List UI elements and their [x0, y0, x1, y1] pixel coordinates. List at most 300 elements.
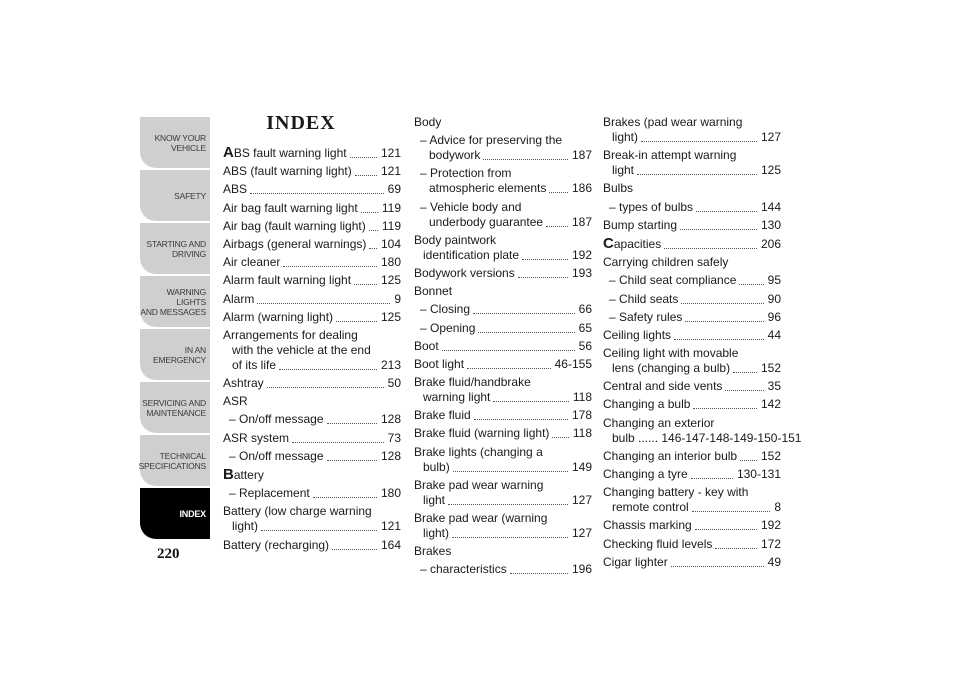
leader-dots: [452, 537, 568, 538]
index-entry: [223, 273, 401, 288]
leader-dots: [681, 303, 763, 304]
entry-text: [223, 486, 401, 501]
index-entry: [223, 486, 401, 501]
entry-text: [603, 518, 781, 533]
entry-text: [223, 292, 401, 307]
entry-label: – Safety rules: [609, 309, 683, 324]
index-column-2: [414, 115, 592, 581]
index-entry: [603, 518, 781, 533]
entry-page-number: 118: [570, 390, 592, 405]
entry-text: [223, 328, 401, 343]
index-entry: [223, 538, 401, 553]
index-entry: [223, 376, 401, 391]
entry-label: – Advice for preserving the: [420, 133, 563, 148]
entry-label: Air bag fault warning light: [223, 200, 358, 215]
leader-dots: [478, 332, 574, 333]
leader-dots: [261, 530, 377, 531]
entry-continuation: light): [232, 519, 259, 534]
entry-label: Brakes (pad wear warning: [603, 115, 743, 129]
entry-label: Central and side vents: [603, 379, 723, 394]
index-entry: [603, 292, 781, 307]
entry-label: Changing an exterior: [603, 415, 715, 430]
index-entry: [603, 449, 781, 464]
index-entry: [414, 321, 592, 336]
leader-dots: [257, 303, 390, 304]
entry-continuation: identification plate: [423, 247, 520, 262]
leader-dots: [518, 277, 568, 278]
entry-label: – On/off message: [229, 412, 324, 427]
index-entry: [223, 164, 401, 179]
index-entry: [603, 236, 781, 252]
entry-label: Brake fluid (warning light): [414, 426, 550, 441]
index-entry: [603, 218, 781, 233]
entry-page-number: 180: [378, 486, 401, 501]
entry-continuation: light): [423, 526, 450, 540]
entry-label: – types of bulbs: [609, 199, 694, 214]
entry-text: [414, 511, 592, 526]
entry-text: [603, 416, 781, 431]
entry-page-number: 192: [569, 248, 592, 263]
entry-text: [603, 292, 781, 307]
entry-text: [603, 218, 781, 233]
entry-page-number: 127: [758, 130, 781, 145]
entry-page-number: 8: [771, 500, 781, 515]
entry-label: – On/off message: [229, 448, 324, 463]
index-entry: [223, 145, 401, 161]
section-letter: B: [223, 466, 234, 483]
leader-dots: [355, 175, 377, 176]
index-column-1: [223, 145, 401, 556]
entry-page-number: 192: [758, 518, 781, 533]
entry-text: [414, 284, 592, 299]
entry-text: [414, 266, 592, 281]
entry-page-number: 121: [378, 519, 401, 534]
entry-label: – Child seat compliance: [609, 273, 737, 288]
entry-label: Arrangements for dealing: [223, 327, 358, 342]
index-entry: [414, 511, 592, 541]
entry-label: Carrying children safely: [603, 255, 729, 270]
entry-text: [223, 449, 401, 464]
entry-label: Changing a tyre: [603, 467, 688, 481]
index-entry: [414, 562, 592, 577]
index-entry: [414, 284, 592, 299]
entry-page-number: 125: [378, 273, 401, 288]
index-entry: [414, 200, 592, 230]
leader-dots: [327, 460, 377, 461]
leader-dots: [483, 159, 568, 160]
entry-page-number: 172: [758, 537, 781, 552]
entry-label: Checking fluid levels: [603, 536, 713, 551]
entry-continuation: bodywork: [429, 148, 481, 163]
tab-warning-lights-and-messages[interactable]: WARNING LIGHTS AND MESSAGES: [140, 276, 210, 327]
entry-label: Changing an interior bulb: [603, 448, 738, 463]
entry-text: [603, 397, 781, 412]
entry-label: Boot: [414, 338, 439, 353]
entry-text: [223, 376, 401, 391]
leader-dots: [552, 437, 568, 438]
entry-label: Brake fluid: [414, 408, 471, 423]
entry-label: BS fault warning light: [233, 146, 347, 160]
entry-text: [414, 200, 592, 215]
entry-text: [223, 467, 401, 483]
entry-text: [603, 485, 781, 500]
entry-label: Bump starting: [603, 217, 678, 232]
entry-page-number: 164: [378, 538, 401, 553]
entry-text: [414, 375, 592, 390]
entry-text: [414, 339, 592, 354]
entry-text: [414, 321, 592, 336]
entry-page-number: 144: [758, 200, 781, 215]
entry-label: – Vehicle body and: [420, 199, 522, 214]
entry-continuation: bulb ...... 146-147-148-149-150-151: [612, 430, 802, 445]
entry-continuation: lens (changing a bulb): [612, 361, 731, 376]
leader-dots: [680, 229, 757, 230]
leader-dots: [473, 313, 575, 314]
entry-label: Bonnet: [414, 284, 453, 299]
leader-dots: [283, 266, 377, 267]
entry-page-number: 121: [378, 146, 401, 161]
entry-label: Airbags (general warnings): [223, 236, 367, 251]
entry-page-number: 127: [569, 493, 592, 508]
leader-dots: [692, 511, 771, 512]
entry-continuation: remote control: [612, 500, 689, 515]
leader-dots: [350, 157, 377, 158]
entry-label: Boot light: [414, 356, 465, 371]
entry-label: Ashtray: [223, 376, 264, 391]
entry-page-number: 50: [385, 376, 401, 391]
index-entry: [414, 544, 592, 559]
entry-label: Alarm: [223, 291, 255, 306]
page-number: 220: [157, 546, 180, 562]
index-entry: [414, 266, 592, 281]
section-tabs: [140, 117, 210, 541]
leader-dots: [693, 408, 757, 409]
leader-dots: [725, 390, 763, 391]
index-entry: [603, 310, 781, 325]
entry-continuation: with the vehicle at the end: [232, 342, 371, 357]
entry-text: [414, 445, 592, 460]
page-title: INDEX: [266, 112, 336, 134]
entry-label: Body: [414, 115, 442, 129]
entry-page-number: 104: [378, 237, 401, 252]
section-letter: C: [603, 234, 614, 252]
entry-label: – characteristics: [420, 562, 507, 577]
entry-text: [603, 273, 781, 288]
entry-label: ABS: [223, 182, 248, 197]
leader-dots: [332, 549, 377, 550]
leader-dots: [354, 284, 377, 285]
entry-text: [414, 133, 592, 148]
index-entry: [414, 375, 592, 405]
index-entry: [603, 415, 802, 446]
entry-page-number: 186: [569, 181, 592, 196]
section-letter: A: [223, 144, 234, 161]
entry-label: Body paintwork: [414, 232, 497, 247]
entry-text: [223, 201, 401, 216]
entry-page-number: 187: [569, 148, 592, 163]
entry-label: Chassis marking: [603, 518, 692, 533]
entry-text: [603, 200, 781, 215]
leader-dots: [549, 192, 568, 193]
entry-page-number: 119: [379, 219, 401, 234]
entry-page-number: 187: [569, 215, 592, 230]
entry-continuation: atmospheric elements: [429, 181, 547, 196]
tab-know-your-vehicle[interactable]: KNOW YOUR VEHICLE: [140, 117, 210, 168]
entry-page-number: 180: [378, 255, 401, 270]
entry-page-number: 152: [758, 449, 781, 464]
index-entry: [414, 426, 592, 441]
leader-dots: [637, 174, 757, 175]
index-entry: [603, 273, 781, 288]
entry-label: Air bag (fault warning light): [223, 218, 366, 233]
entry-page-number: 118: [570, 426, 592, 441]
tab-technical-specifications[interactable]: TECHNICAL SPECIFICATIONS: [140, 435, 210, 486]
entry-text: [223, 219, 401, 234]
entry-label: – Opening: [420, 320, 476, 335]
entry-continuation: light): [612, 130, 639, 144]
leader-dots: [715, 548, 757, 549]
entry-text: [223, 538, 401, 553]
leader-dots: [510, 573, 568, 574]
tab-servicing-and-maintenance[interactable]: SERVICING AND MAINTENANCE: [140, 382, 210, 433]
index-entry: [414, 357, 592, 372]
index-entry: [223, 310, 401, 325]
leader-dots: [361, 212, 378, 213]
index-entry: [603, 181, 781, 196]
leader-dots: [664, 248, 757, 249]
entry-page-number: 206: [758, 237, 781, 252]
entry-page-number: 90: [765, 292, 781, 307]
entry-label: Changing battery - key with: [603, 485, 749, 500]
leader-dots: [691, 478, 733, 479]
entry-page-number: 196: [569, 562, 592, 577]
index-entry: [414, 478, 592, 508]
leader-dots: [369, 230, 378, 231]
index-entry: [414, 408, 592, 423]
index-entry: [414, 445, 592, 475]
index-entry: [603, 397, 781, 412]
index-entry: [414, 133, 592, 163]
entry-text: [603, 328, 781, 343]
entry-label: ASR system: [223, 430, 290, 445]
entry-page-number: 125: [758, 163, 781, 178]
entry-label: – Closing: [420, 302, 471, 317]
entry-text: [223, 504, 401, 519]
index-entry: [223, 467, 401, 483]
index-entry: [603, 537, 781, 552]
leader-dots: [695, 529, 757, 530]
entry-page-number: 35: [765, 379, 781, 394]
entry-page-number: 73: [385, 431, 401, 446]
entry-text: [603, 255, 781, 270]
entry-text: [414, 115, 592, 130]
entry-text: [223, 164, 401, 179]
index-entry: [414, 339, 592, 354]
leader-dots: [696, 211, 757, 212]
leader-dots: [313, 497, 377, 498]
entry-page-number: 96: [765, 310, 781, 325]
entry-text: [223, 182, 401, 197]
entry-page-number: 149: [569, 460, 592, 475]
entry-page-number: 121: [378, 164, 401, 179]
entry-label: – Protection from: [420, 166, 512, 181]
entry-continuation: bulb): [423, 459, 450, 474]
entry-page-number: 152: [758, 361, 781, 376]
leader-dots: [474, 419, 568, 420]
index-entry: [603, 255, 781, 270]
index-entry: [414, 115, 592, 130]
tab-in-an-emergency[interactable]: IN AN EMERGENCY: [140, 329, 210, 380]
index-entry: [223, 394, 401, 409]
index-entry: [223, 237, 401, 252]
leader-dots: [369, 248, 377, 249]
index-entry: [223, 201, 401, 216]
entry-label: apacities: [613, 236, 662, 251]
index-entry: [603, 467, 781, 482]
entry-continuation: warning light: [423, 390, 491, 405]
index-entry: [603, 115, 781, 145]
index-entry: [603, 200, 781, 215]
entry-text: [414, 408, 592, 423]
entry-text: [603, 449, 781, 464]
leader-dots: [740, 460, 757, 461]
entry-label: Cigar lighter: [603, 554, 668, 569]
entry-text: [223, 412, 401, 427]
index-entry: [223, 328, 401, 373]
entry-text: [603, 310, 781, 325]
entry-page-number: 193: [569, 266, 592, 281]
tab-safety[interactable]: SAFETY: [140, 170, 210, 221]
entry-label: Brakes: [414, 544, 452, 559]
entry-text: [223, 394, 401, 409]
entry-text: [414, 562, 592, 577]
entry-page-number: 128: [378, 449, 401, 464]
entry-label: Bodywork versions: [414, 265, 515, 280]
entry-label: ABS (fault warning light): [223, 164, 352, 179]
entry-text: [223, 310, 401, 325]
index-entry: [223, 504, 401, 534]
entry-label: attery: [233, 468, 264, 482]
entry-text: [414, 302, 592, 317]
leader-dots: [336, 321, 377, 322]
tab-index[interactable]: INDEX: [140, 488, 210, 539]
entry-text: [223, 145, 401, 161]
entry-continuation: light: [423, 492, 446, 507]
entry-page-number: 95: [765, 273, 781, 288]
leader-dots: [522, 259, 568, 260]
entry-label: Brake pad wear (warning: [414, 511, 548, 525]
entry-continuation: underbody guarantee: [429, 214, 544, 229]
index-entry: [603, 555, 781, 570]
entry-page-number: 69: [385, 182, 401, 197]
leader-dots: [327, 423, 377, 424]
entry-label: Changing a bulb: [603, 397, 691, 412]
index-entry: [223, 449, 401, 464]
entry-page-number: 213: [378, 358, 401, 373]
entry-continuation: light: [612, 163, 635, 178]
entry-page-number: 130: [758, 218, 781, 233]
entry-page-number: 66: [576, 302, 592, 317]
index-entry: [603, 485, 781, 515]
leader-dots: [442, 350, 575, 351]
entry-text: [223, 431, 401, 446]
entry-page-number: 127: [569, 526, 592, 541]
index-entry: [603, 379, 781, 394]
entry-page-number: 56: [576, 339, 592, 354]
entry-label: Ceiling lights: [603, 327, 672, 342]
entry-text: [223, 255, 401, 270]
entry-label: Bulbs: [603, 181, 634, 196]
entry-text: [414, 166, 592, 181]
index-entry: [223, 182, 401, 197]
index-entry: [414, 166, 592, 196]
entry-page-number: 9: [391, 292, 401, 307]
leader-dots: [267, 387, 384, 388]
entry-label: Battery (low charge warning: [223, 504, 372, 519]
entry-label: Air cleaner: [223, 255, 281, 270]
entry-page-number: 65: [576, 321, 592, 336]
entry-page-number: 44: [765, 328, 781, 343]
entry-page-number: 46-155: [552, 357, 592, 372]
entry-label: ASR: [223, 394, 248, 409]
leader-dots: [448, 504, 568, 505]
index-entry: [603, 346, 781, 376]
leader-dots: [641, 141, 757, 142]
leader-dots: [467, 368, 551, 369]
index-entry: [414, 302, 592, 317]
entry-label: Ceiling light with movable: [603, 346, 739, 361]
leader-dots: [674, 339, 764, 340]
entry-text: [603, 236, 781, 252]
entry-text: [603, 148, 781, 163]
entry-label: Brake pad wear warning: [414, 477, 544, 492]
entry-continuation: of its life: [232, 357, 277, 372]
leader-dots: [685, 321, 763, 322]
entry-text: [223, 273, 401, 288]
entry-text: [223, 237, 401, 252]
entry-text: [603, 379, 781, 394]
entry-text: [603, 555, 781, 570]
entry-label: Brake fluid/handbrake: [414, 375, 531, 390]
leader-dots: [546, 226, 568, 227]
leader-dots: [250, 193, 384, 194]
index-entry: [223, 292, 401, 307]
entry-text: [603, 115, 781, 130]
entry-page-number: 142: [758, 397, 781, 412]
entry-text: [414, 544, 592, 559]
entry-page-number: 49: [765, 555, 781, 570]
index-entry: [223, 412, 401, 427]
entry-label: Brake lights (changing a: [414, 444, 543, 459]
leader-dots: [292, 442, 384, 443]
entry-label: – Replacement: [229, 486, 310, 501]
entry-text: [414, 478, 592, 493]
entry-text: [603, 346, 781, 361]
entry-text: [414, 426, 592, 441]
index-entry: [603, 148, 781, 178]
entry-label: Alarm (warning light): [223, 309, 334, 324]
index-entry: [414, 233, 592, 263]
entry-page-number: 125: [378, 310, 401, 325]
entry-page-number: 128: [378, 412, 401, 427]
index-entry: [223, 219, 401, 234]
leader-dots: [739, 284, 763, 285]
entry-text: [603, 181, 781, 196]
entry-page-number: 130-131: [734, 467, 781, 482]
leader-dots: [493, 401, 568, 402]
entry-page-number: 119: [379, 201, 401, 216]
tab-starting-and-driving[interactable]: STARTING AND DRIVING: [140, 223, 210, 274]
